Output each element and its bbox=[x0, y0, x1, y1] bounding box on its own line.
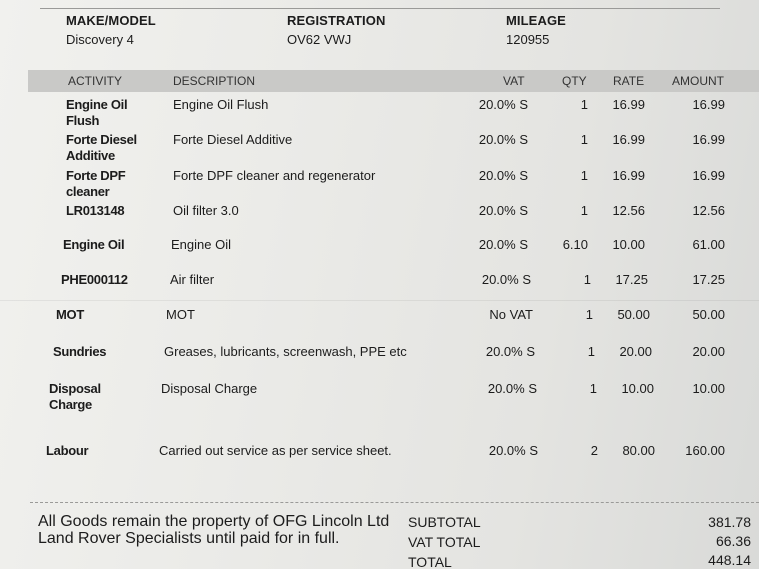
item-description: Disposal Charge bbox=[161, 381, 258, 396]
make-model-value: Discovery 4 bbox=[66, 32, 134, 47]
item-description: Engine Oil bbox=[171, 237, 231, 252]
item-amount: 61.00 bbox=[692, 237, 725, 252]
item-vat: No VAT bbox=[489, 307, 533, 322]
item-vat: 20.0% S bbox=[487, 381, 537, 396]
item-activity: Engine Oil bbox=[63, 237, 125, 252]
item-qty: 1 bbox=[587, 344, 595, 359]
item-amount: 10.00 bbox=[692, 381, 725, 396]
vat-total-label: VAT TOTAL bbox=[408, 534, 481, 550]
item-activity: Forte Diesel Additive bbox=[66, 132, 137, 163]
footer-rule bbox=[30, 502, 759, 503]
table-row bbox=[0, 97, 759, 137]
item-qty: 1 bbox=[580, 97, 588, 112]
top-rule bbox=[40, 8, 720, 9]
registration-label: REGISTRATION bbox=[287, 13, 386, 28]
item-vat: 20.0% S bbox=[478, 237, 528, 252]
item-activity: MOT bbox=[56, 307, 84, 322]
item-qty: 1 bbox=[589, 381, 597, 396]
item-description: MOT bbox=[166, 307, 195, 322]
item-amount: 12.56 bbox=[692, 203, 725, 218]
item-description: Greases, lubricants, screenwash, PPE etc bbox=[164, 344, 407, 359]
item-description: Forte Diesel Additive bbox=[173, 132, 293, 147]
terms-text: All Goods remain the property of OFG Lincoln Ltd Land Rover Specialists until paid for in full. bbox=[38, 513, 390, 547]
item-vat: 20.0% S bbox=[478, 168, 528, 183]
item-description: Air filter bbox=[170, 272, 215, 287]
item-rate: 16.99 bbox=[612, 97, 645, 112]
item-rate: 16.99 bbox=[612, 168, 645, 183]
item-qty: 1 bbox=[580, 203, 588, 218]
col-rate: RATE bbox=[613, 74, 645, 88]
item-qty: 2 bbox=[590, 443, 598, 458]
item-amount: 17.25 bbox=[692, 272, 725, 287]
item-amount: 160.00 bbox=[685, 443, 725, 458]
mileage-value: 120955 bbox=[506, 32, 550, 47]
table-header-bar bbox=[28, 70, 759, 92]
item-rate: 50.00 bbox=[617, 307, 650, 322]
subtotal-label: SUBTOTAL bbox=[408, 514, 481, 530]
table-row bbox=[0, 381, 759, 421]
table-row bbox=[0, 237, 759, 277]
item-vat: 20.0% S bbox=[478, 97, 528, 112]
item-vat: 20.0% S bbox=[485, 344, 535, 359]
table-row bbox=[0, 307, 759, 347]
item-rate: 10.00 bbox=[621, 381, 654, 396]
item-description: Forte DPF cleaner and regenerator bbox=[173, 168, 376, 183]
paper-fold bbox=[0, 300, 759, 301]
item-qty: 1 bbox=[585, 307, 593, 322]
registration-value: OV62 VWJ bbox=[287, 32, 352, 47]
item-qty: 1 bbox=[580, 168, 588, 183]
col-qty: QTY bbox=[562, 74, 587, 88]
item-amount: 16.99 bbox=[692, 97, 725, 112]
table-row bbox=[0, 443, 759, 483]
item-activity: Disposal Charge bbox=[49, 381, 101, 412]
item-qty: 1 bbox=[583, 272, 591, 287]
item-amount: 20.00 bbox=[692, 344, 725, 359]
item-rate: 20.00 bbox=[619, 344, 652, 359]
item-activity: Engine Oil Flush bbox=[66, 97, 128, 128]
item-rate: 16.99 bbox=[612, 132, 645, 147]
item-vat: 20.0% S bbox=[478, 203, 528, 218]
item-description: Engine Oil Flush bbox=[173, 97, 269, 112]
item-amount: 16.99 bbox=[692, 132, 725, 147]
col-vat: VAT bbox=[503, 74, 525, 88]
item-description: Oil filter 3.0 bbox=[173, 203, 239, 218]
item-activity: Labour bbox=[46, 443, 89, 458]
item-activity: LR013148 bbox=[66, 203, 125, 218]
item-activity: Forte DPF cleaner bbox=[66, 168, 126, 199]
item-rate: 10.00 bbox=[612, 237, 645, 252]
item-amount: 16.99 bbox=[692, 168, 725, 183]
subtotal-value: 381.78 bbox=[708, 514, 751, 530]
table-row bbox=[0, 132, 759, 172]
item-rate: 17.25 bbox=[615, 272, 648, 287]
total-label: TOTAL bbox=[408, 554, 452, 569]
item-activity: PHE000112 bbox=[61, 272, 128, 287]
col-amount: AMOUNT bbox=[672, 74, 724, 88]
item-rate: 12.56 bbox=[612, 203, 645, 218]
item-vat: 20.0% S bbox=[488, 443, 538, 458]
item-qty: 6.10 bbox=[562, 237, 588, 252]
col-description: DESCRIPTION bbox=[173, 74, 256, 88]
table-row bbox=[0, 272, 759, 312]
table-row bbox=[0, 168, 759, 208]
item-description: Carried out service as per service sheet. bbox=[159, 443, 392, 458]
table-row bbox=[0, 344, 759, 384]
item-activity: Sundries bbox=[53, 344, 107, 359]
item-amount: 50.00 bbox=[692, 307, 725, 322]
mileage-label: MILEAGE bbox=[506, 13, 566, 28]
item-rate: 80.00 bbox=[622, 443, 655, 458]
item-vat: 20.0% S bbox=[478, 132, 528, 147]
total-value: 448.14 bbox=[708, 552, 751, 568]
item-vat: 20.0% S bbox=[481, 272, 531, 287]
col-activity: ACTIVITY bbox=[68, 74, 123, 88]
vat-total-value: 66.36 bbox=[715, 533, 751, 549]
item-qty: 1 bbox=[580, 132, 588, 147]
make-model-label: MAKE/MODEL bbox=[66, 13, 156, 28]
